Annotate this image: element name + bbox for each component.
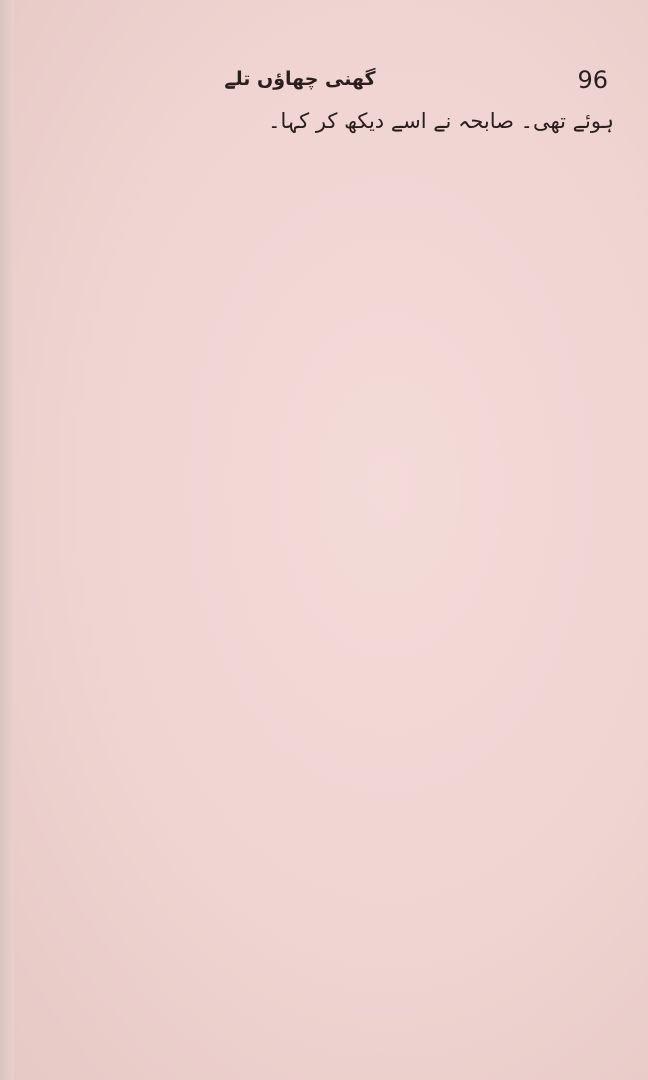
running-title: گھنی چھاؤں تلے [224,68,376,90]
page-header [0,66,648,106]
page-number: 96 [577,66,608,94]
page-body [30,108,614,134]
text-line: ہوئے تھی۔ صابحہ نے اسے دیکھ کر کہا۔ [268,109,614,133]
page-binding-edge [0,0,14,1080]
